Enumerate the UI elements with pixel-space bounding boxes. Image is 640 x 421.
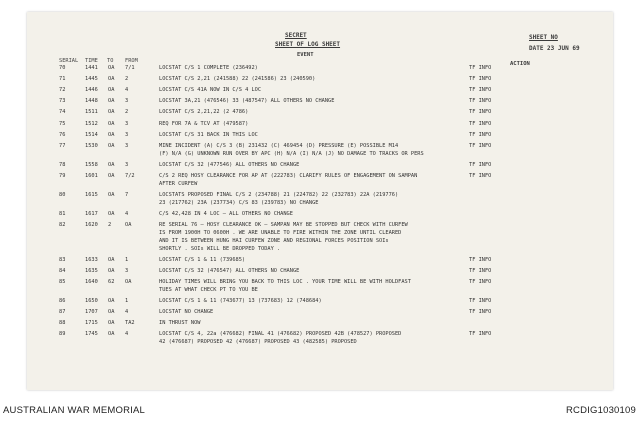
row-serial: 81 — [59, 210, 66, 217]
log-row — [27, 131, 613, 139]
log-row — [27, 120, 613, 128]
col-to: TO — [107, 58, 114, 64]
row-action: TF INFO — [469, 142, 492, 149]
row-action: TF INFO — [469, 297, 492, 304]
doc-subtitle: SHEET OF LOG SHEET — [275, 41, 341, 48]
row-serial: 85 — [59, 278, 66, 285]
log-row — [27, 256, 613, 264]
row-time: 1617 — [85, 210, 98, 217]
document-page — [27, 12, 613, 390]
row-time: 1446 — [85, 87, 98, 94]
row-from: 1 — [125, 256, 129, 263]
row-event-line: LOCSTAT C/S 31 BACK IN THIS LOC — [159, 131, 258, 138]
row-event-line: REQ FOR 7A & TCV AT (479587) — [159, 120, 249, 127]
row-to: OA — [108, 267, 115, 274]
row-serial: 82 — [59, 221, 66, 228]
row-from: 7/2 — [125, 172, 135, 179]
row-to: OA — [108, 297, 115, 304]
row-from: 4 — [125, 210, 129, 217]
row-from: 3 — [125, 142, 129, 149]
row-to: OA — [108, 98, 115, 105]
row-from: 3 — [125, 161, 129, 168]
row-time: 1448 — [85, 98, 98, 105]
row-action: TF INFO — [469, 267, 492, 274]
row-serial: 83 — [59, 256, 66, 263]
row-to: OA — [108, 161, 115, 168]
row-action: TF INFO — [469, 161, 492, 168]
row-from: 4 — [125, 331, 129, 338]
row-serial: 80 — [59, 191, 66, 198]
row-to: OA — [108, 256, 115, 263]
row-action: TF INFO — [469, 309, 492, 315]
row-from: 3 — [125, 98, 129, 105]
row-event-line: C/S 42,428 IN 4 LOC – ALL OTHERS NO CHANGE — [159, 210, 293, 217]
row-from: 2 — [125, 76, 129, 83]
log-row — [27, 142, 613, 157]
row-from: 3 — [125, 267, 129, 274]
row-from: 7/1 — [125, 65, 135, 71]
row-time: 1635 — [85, 267, 98, 274]
row-event-line: LOCSTAT C/S 1 & 11 (743677) 13 (737683) 12 (748684) — [159, 297, 322, 304]
row-event-line: LOCSTAT C/S 32 (477546) ALL OTHERS NO CHANGE — [159, 161, 300, 168]
row-action: TF INFO — [469, 65, 492, 71]
col-from: FROM — [125, 58, 138, 64]
row-from: 1 — [125, 297, 129, 304]
row-action: TF INFO — [469, 131, 492, 138]
row-action: TF INFO — [469, 256, 492, 263]
row-from: OA — [125, 221, 132, 228]
row-to: 2 — [108, 221, 112, 228]
row-time: 1620 — [85, 221, 98, 228]
row-event-line: LOCSTAT C/S 1 & 11 (739685) — [159, 256, 246, 263]
row-event-line: LOCSTAT C/S 4, 22a (476682) FINAL 41 (476682) PROPOSED 42B (478527) PROPOSED — [159, 331, 402, 338]
row-time: 1615 — [85, 191, 98, 198]
row-to: OA — [108, 120, 115, 127]
row-event-line: LOCSTAT 3A,21 (476546) 33 (487547) ALL OTHERS NO CHANGE — [159, 98, 335, 105]
footer-right: RCDIG1030109 — [566, 405, 636, 416]
row-event-line: LOCSTAT C/S 32 (476547) ALL OTHERS NO CHANGE — [159, 267, 300, 274]
row-from: 3 — [125, 120, 129, 127]
col-time: TIME — [85, 58, 98, 64]
row-from: OA — [125, 278, 132, 285]
event-heading: EVENT — [297, 52, 314, 58]
log-row — [27, 267, 613, 275]
row-time: 1514 — [85, 131, 98, 138]
row-serial: 77 — [59, 142, 66, 149]
row-from: 4 — [125, 309, 129, 315]
row-time: 1530 — [85, 142, 98, 149]
doc-title: SECRET — [285, 32, 307, 39]
sheet-date: DATE 23 JUN 69 — [529, 45, 580, 52]
row-event-line: RE SERIAL 76 – HOSY CLEARANCE OK – SAMPAN MAY BE STOPPED BUT CHECK WITH CURFEW — [159, 221, 408, 228]
row-event-line: MINE INCIDENT (A) C/S 3 (B) 231432 (C) 469454 (D) PRESSURE (E) POSSIBLE M14 — [159, 142, 399, 149]
row-event-line: HOLIDAY TIMES WILL BRING YOU BACK TO THIS LOC . YOUR TIME WILL BE WITH HOLDFAST — [159, 278, 411, 285]
row-time: 1601 — [85, 172, 98, 179]
row-from: 2 — [125, 109, 129, 116]
log-row — [27, 308, 613, 316]
row-from: 4 — [125, 87, 129, 94]
row-time: 1707 — [85, 309, 98, 315]
row-event-line: LOCSTATS PROPOSED FINAL C/S 2 (234788) 21 (224782) 22 (232783) 22A (219776) — [159, 191, 399, 198]
log-row — [27, 210, 613, 218]
row-serial: 79 — [59, 172, 66, 179]
row-event-line: 23 (217762) 23A (237734) C/S 83 (239783) NO CHANGE — [159, 199, 319, 206]
row-time: 1650 — [85, 297, 98, 304]
row-time: 1633 — [85, 256, 98, 263]
row-to: OA — [108, 76, 115, 83]
row-time: 1445 — [85, 76, 98, 83]
row-time: 1511 — [85, 109, 98, 116]
row-to: OA — [108, 210, 115, 217]
row-from: TA2 — [125, 320, 135, 327]
row-event-line: C/S 2 REQ HOSY CLEARANCE FOR AP AT (222783) CLARIFY RULES OF ENGAGEMENT ON SAMPAN — [159, 172, 418, 179]
row-to: OA — [108, 320, 115, 327]
row-time: 1640 — [85, 278, 98, 285]
row-action: TF INFO — [469, 87, 492, 94]
action-heading: ACTION — [510, 61, 530, 67]
log-row — [27, 297, 613, 305]
row-to: OA — [108, 309, 115, 315]
row-event-line: IS FROM 1900H TO 0600H . WE ARE UNABLE TO FIRE WITHIN THE ZONE UNTIL CLEARED — [159, 229, 402, 236]
row-serial: 73 — [59, 98, 66, 105]
row-event-line: 42 (476687) PROPOSED 42 (476687) PROPOSED 43 (482585) PROPOSED — [159, 339, 357, 346]
row-to: OA — [108, 87, 115, 94]
row-action: TF INFO — [469, 331, 492, 338]
row-to: OA — [108, 172, 115, 179]
log-row — [27, 161, 613, 169]
row-time: 1441 — [85, 65, 98, 71]
row-event-line: LOCSTAT C/S 2,21,22 (2 4786) — [159, 109, 249, 116]
row-to: OA — [108, 131, 115, 138]
row-serial: 84 — [59, 267, 66, 274]
row-to: OA — [108, 191, 115, 198]
row-serial: 70 — [59, 65, 66, 71]
log-row — [27, 172, 613, 187]
row-event-line: LOCSTAT C/S 41A NOW IN C/S 4 LOC — [159, 87, 262, 94]
row-action: TF INFO — [469, 172, 492, 179]
log-row — [27, 330, 613, 346]
row-time: 1745 — [85, 331, 98, 338]
row-serial: 78 — [59, 161, 66, 168]
row-to: OA — [108, 65, 115, 71]
row-event-line: LOCSTAT C/S 1 COMPLETE (236492) — [159, 65, 258, 71]
log-row — [27, 278, 613, 293]
row-serial: 74 — [59, 109, 66, 116]
footer-left: AUSTRALIAN WAR MEMORIAL — [3, 405, 146, 416]
log-row — [27, 319, 613, 327]
row-serial: 88 — [59, 320, 66, 327]
row-event-line: (F) N/A (G) UNKNOWN RUN OVER BY APC (H) N/A (I) N/A (J) NO DAMAGE TO TRACKS OR PERS — [159, 150, 424, 157]
log-row — [27, 108, 613, 116]
row-to: OA — [108, 142, 115, 149]
row-time: 1558 — [85, 161, 98, 168]
log-row — [27, 191, 613, 206]
log-row — [27, 86, 613, 94]
row-action: TF INFO — [469, 278, 492, 285]
row-event-line: SHORTLY . SOIs WILL BE DROPPED TODAY . — [159, 245, 281, 252]
row-event-line: LOCSTAT C/S 2,21 (241588) 22 (241586) 23 (240590) — [159, 76, 316, 83]
log-row — [27, 75, 613, 83]
row-time: 1715 — [85, 320, 98, 327]
sheet-number: SHEET NO — [529, 34, 558, 41]
row-action: TF INFO — [469, 120, 492, 127]
row-to: 62 — [108, 278, 115, 285]
row-action: TF INFO — [469, 109, 492, 116]
row-event-line: IN THRUST NOW — [159, 320, 201, 327]
row-event-line: AFTER CURFEW — [159, 180, 198, 187]
row-serial: 89 — [59, 331, 66, 338]
row-serial: 86 — [59, 297, 66, 304]
col-serial: SERIAL — [59, 58, 79, 64]
row-event-line: AND IT IS BETWEEN HUNG HAI CURFEW ZONE AND REGIONAL FORCES POSITION SOIs — [159, 237, 389, 244]
row-serial: 75 — [59, 120, 66, 127]
row-from: 7 — [125, 191, 129, 198]
row-serial: 71 — [59, 76, 66, 83]
row-serial: 76 — [59, 131, 66, 138]
log-row — [27, 64, 613, 72]
row-to: OA — [108, 331, 115, 338]
row-serial: 87 — [59, 309, 66, 315]
row-action: TF INFO — [469, 76, 492, 83]
row-action: TF INFO — [469, 98, 492, 105]
row-event-line: LOCSTAT NO CHANGE — [159, 309, 214, 315]
row-time: 1512 — [85, 120, 98, 127]
log-row — [27, 97, 613, 105]
row-event-line: TUES AT WHAT CHECK PT TO YOU BE — [159, 286, 258, 293]
row-to: OA — [108, 109, 115, 116]
log-row — [27, 221, 613, 252]
row-from: 3 — [125, 131, 129, 138]
row-serial: 72 — [59, 87, 66, 94]
